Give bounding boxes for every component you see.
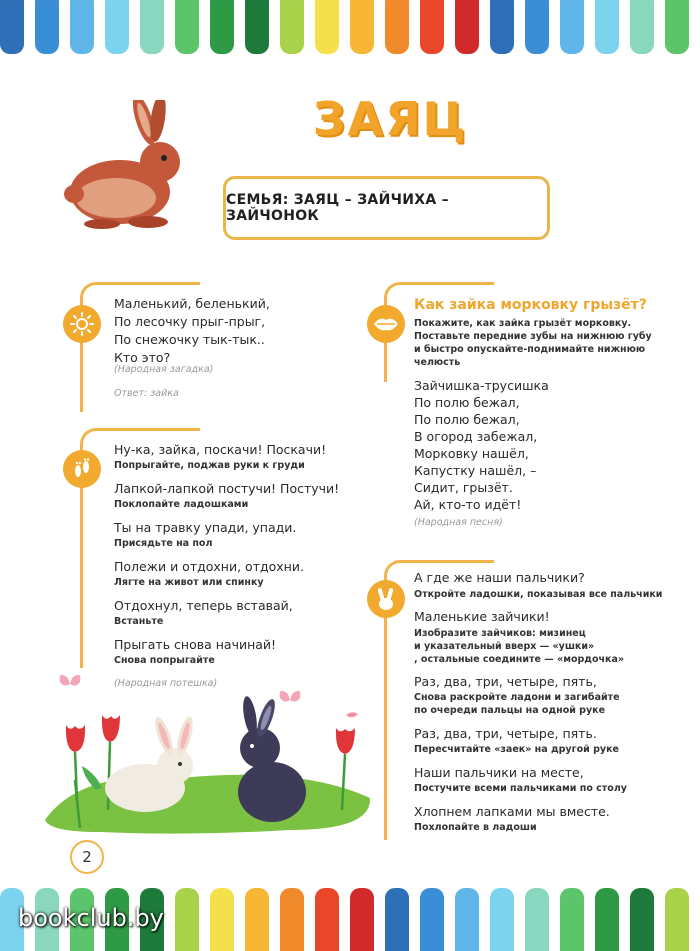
- fingers-note: Изобразите зайчиков: мизинец: [414, 628, 586, 639]
- paint-stripe: [350, 888, 374, 951]
- song-line: В огород забежал,: [414, 429, 538, 444]
- poteshka-line: Ну-ка, зайка, поскачи! Поскачи!: [114, 442, 327, 457]
- paint-stripe: [385, 0, 409, 54]
- sun-icon: [69, 311, 95, 337]
- fingers-note: и указательный вверх — «ушки»: [414, 641, 595, 652]
- carrot-note: Поставьте передние зубы на нижнюю губу: [414, 331, 652, 342]
- paint-stripe: [175, 0, 199, 54]
- fingers-note: Постучите всеми пальчиками по столу: [414, 783, 627, 794]
- paint-stripe: [385, 888, 409, 951]
- lips-badge: [367, 305, 405, 343]
- paint-stripe: [420, 0, 444, 54]
- paint-stripe: [525, 0, 549, 54]
- family-text: СЕМЬЯ: ЗАЯЦ – ЗАЙЧИХА – ЗАЙЧОНОК: [226, 192, 449, 224]
- poteshka-source: (Народная потешка): [114, 678, 218, 689]
- paint-stripe: [70, 0, 94, 54]
- carrot-note: Покажите, как зайка грызёт морковку.: [414, 318, 632, 329]
- top-stripes: [0, 0, 700, 62]
- paint-stripe: [595, 888, 619, 951]
- carrot-heading: Как зайка морковку грызёт?: [414, 297, 647, 313]
- bunnies-meadow-illustration: [40, 670, 380, 850]
- page-number: 2: [70, 840, 104, 874]
- paint-stripe: [280, 0, 304, 54]
- fingers-line: Раз, два, три, четыре, пять.: [414, 726, 597, 741]
- song-line: Капустку нашёл, –: [414, 463, 537, 478]
- riddle-line: По снежочку тык-тык..: [114, 332, 265, 347]
- hand-icon: [375, 586, 397, 612]
- family-box: [223, 176, 550, 240]
- paint-stripe: [0, 0, 24, 54]
- paint-stripe: [245, 0, 269, 54]
- song-line: Морковку нашёл,: [414, 446, 529, 461]
- feet-icon: [70, 457, 94, 481]
- song-line: Ай, кто-то идёт!: [414, 497, 522, 512]
- riddle-line: Маленький, беленький,: [114, 296, 270, 311]
- sun-badge: [63, 305, 101, 343]
- paint-stripe: [560, 888, 584, 951]
- song-line: По полю бежал,: [414, 395, 520, 410]
- paint-stripe: [455, 0, 479, 54]
- poteshka-line: Ты на травку упади, упади.: [114, 520, 297, 535]
- fingers-line: Наши пальчики на месте,: [414, 765, 584, 780]
- paint-stripe: [560, 0, 584, 54]
- paint-stripe: [455, 888, 479, 951]
- paint-stripe: [280, 888, 304, 951]
- poteshka-note: Попрыгайте, поджав руки к груди: [114, 460, 305, 471]
- poteshka-note: Присядьте на пол: [114, 538, 213, 549]
- carrot-source: (Народная песня): [414, 517, 503, 528]
- riddle-line: Кто это?: [114, 350, 171, 365]
- watermark: bookclub.by: [18, 904, 164, 932]
- paint-stripe: [630, 0, 654, 54]
- song-line: По полю бежал,: [414, 412, 520, 427]
- song-line: Зайчишка-трусишка: [414, 378, 549, 393]
- fingers-note: Пересчитайте «заек» на другой руке: [414, 744, 619, 755]
- paint-stripe: [350, 0, 374, 54]
- poteshka-note: Снова попрыгайте: [114, 655, 215, 666]
- paint-stripe: [490, 888, 514, 951]
- paint-stripe: [315, 888, 339, 951]
- rabbit-illustration: [52, 100, 192, 235]
- fingers-heading: А где же наши пальчики?: [414, 570, 585, 585]
- paint-stripe: [315, 0, 339, 54]
- riddle-answer: Ответ: зайка: [114, 388, 179, 399]
- paint-stripe: [665, 0, 689, 54]
- carrot-note: и быстро опускайте-поднимайте нижнюю: [414, 344, 646, 355]
- fingers-note: Откройте ладошки, показывая все пальчики: [414, 589, 663, 600]
- carrot-note: челюсть: [414, 357, 461, 368]
- lips-icon: [373, 315, 399, 333]
- paint-stripe: [210, 0, 234, 54]
- fingers-line: Раз, два, три, четыре, пять,: [414, 674, 597, 689]
- paint-stripe: [630, 888, 654, 951]
- fingers-line: Маленькие зайчики!: [414, 609, 550, 624]
- fingers-note: Снова раскройте ладони и загибайте: [414, 692, 620, 703]
- paint-stripe: [35, 0, 59, 54]
- paint-stripe: [210, 888, 234, 951]
- poteshka-line: Прыгать снова начинай!: [114, 637, 277, 652]
- page-title: ЗАЯЦ: [312, 92, 468, 146]
- paint-stripe: [175, 888, 199, 951]
- fingers-line: Хлопнем лапками мы вместе.: [414, 804, 610, 819]
- hand-badge: [367, 580, 405, 618]
- riddle-source: (Народная загадка): [114, 364, 214, 375]
- poteshka-note: Лягте на живот или спинку: [114, 577, 264, 588]
- riddle-line: По лесочку прыг-прыг,: [114, 314, 266, 329]
- paint-stripe: [140, 0, 164, 54]
- fingers-note: , остальные соедините — «мордочка»: [414, 654, 625, 665]
- paint-stripe: [105, 0, 129, 54]
- poteshka-line: Полежи и отдохни, отдохни.: [114, 559, 304, 574]
- poteshka-note: Встаньте: [114, 616, 164, 627]
- fingers-note: Похлопайте в ладоши: [414, 822, 537, 833]
- paint-stripe: [490, 0, 514, 54]
- song-line: Сидит, грызёт.: [414, 480, 513, 495]
- paint-stripe: [525, 888, 549, 951]
- paint-stripe: [665, 888, 689, 951]
- paint-stripe: [595, 0, 619, 54]
- paint-stripe: [245, 888, 269, 951]
- fingers-note: по очереди пальцы на одной руке: [414, 705, 606, 716]
- poteshka-note: Поклопайте ладошками: [114, 499, 249, 510]
- paint-stripe: [420, 888, 444, 951]
- poteshka-line: Отдохнул, теперь вставай,: [114, 598, 293, 613]
- feet-badge: [63, 450, 101, 488]
- poteshka-line: Лапкой-лапкой постучи! Постучи!: [114, 481, 340, 496]
